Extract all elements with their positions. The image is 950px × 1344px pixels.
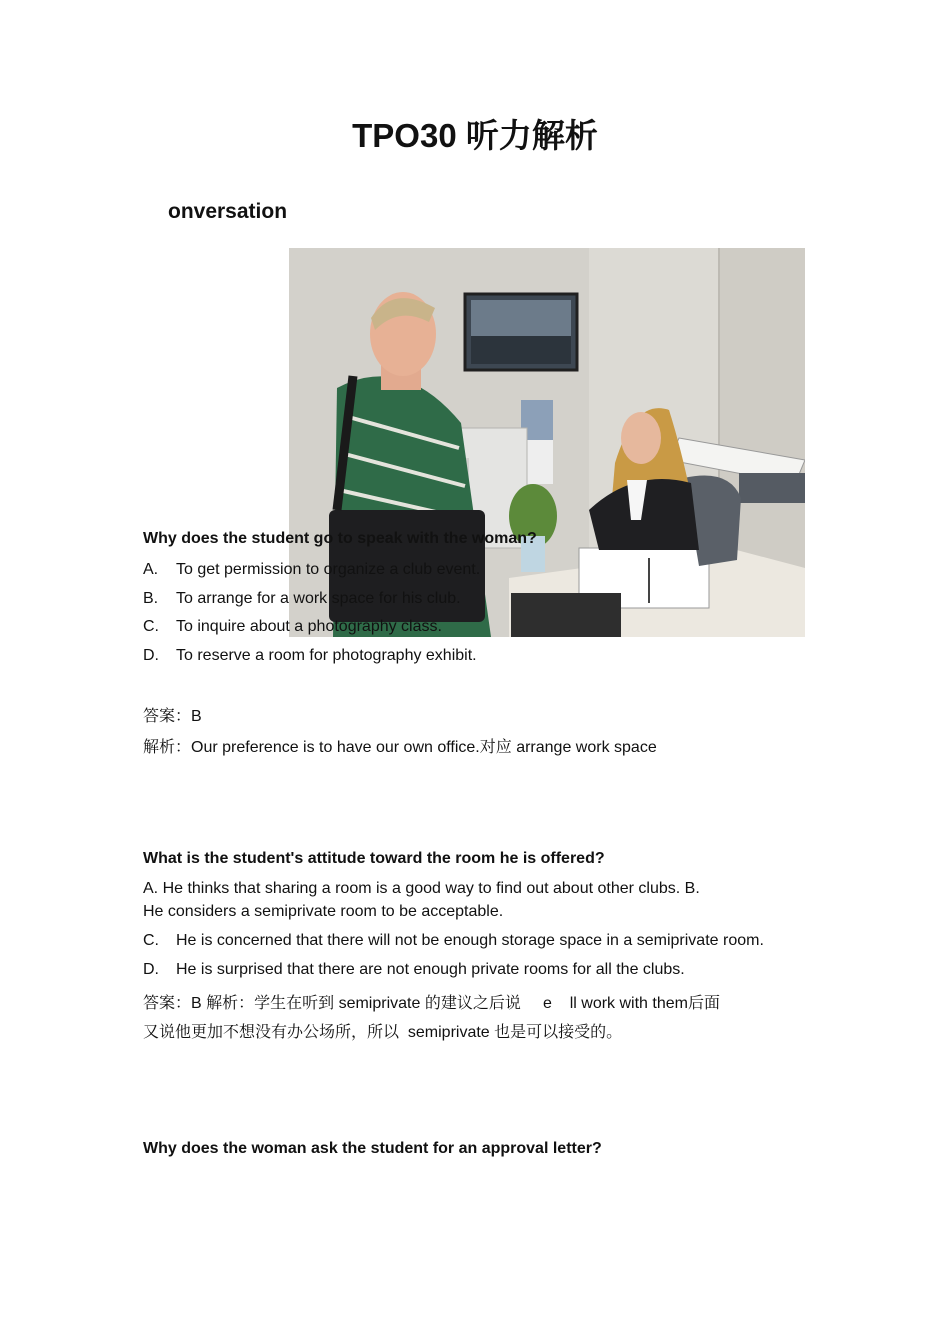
question-2-option-c [143, 932, 764, 950]
question-1-option-d [143, 647, 477, 665]
question-1-analysis: 解析：Our preference is to have our own office.对应 arrange work space [143, 739, 657, 756]
option-letter: D. [143, 961, 159, 978]
question-2-option-a-line2: He considers a semiprivate room to be acceptable. [143, 903, 504, 920]
option-letter: D. [143, 647, 159, 664]
question-1-option-b [143, 590, 461, 608]
question-2-answer-line1: 答案：B 解析：学生在听到 semiprivate 的建议之后说 e ll work with them后面 [143, 995, 720, 1012]
option-text: To reserve a room for photography exhibit. [176, 647, 477, 664]
option-letter: B. [143, 590, 159, 607]
option-text: He is concerned that there will not be enough storage space in a semiprivate room. [176, 932, 764, 949]
section-heading: onversation [168, 200, 288, 223]
option-text: To get permission to organize a club event. [176, 561, 481, 578]
question-2-option-a-line1: A. He thinks that sharing a room is a good way to find out about other clubs. B. [143, 880, 700, 897]
question-1: Why does the student go to speak with the woman? [143, 530, 537, 547]
option-text: To arrange for a work space for his club. [176, 590, 461, 607]
option-text: He is surprised that there are not enough private rooms for all the clubs. [176, 961, 685, 978]
question-1-answer: 答案：B [143, 708, 202, 725]
question-2-option-d [143, 961, 685, 979]
page-title: TPO30 听力解析 [352, 117, 598, 154]
question-1-option-c [143, 618, 442, 636]
question-3: Why does the woman ask the student for an approval letter? [143, 1140, 602, 1157]
option-text: To inquire about a photography class. [176, 618, 442, 635]
option-letter: A. [143, 561, 159, 578]
question-2-answer-line2: 又说他更加不想没有办公场所，所以 semiprivate 也是可以接受的。 [143, 1024, 623, 1041]
question-1-option-a [143, 561, 480, 579]
option-letter: C. [143, 932, 159, 949]
question-2: What is the student's attitude toward the room he is offered? [143, 850, 605, 867]
option-letter: C. [143, 618, 159, 635]
